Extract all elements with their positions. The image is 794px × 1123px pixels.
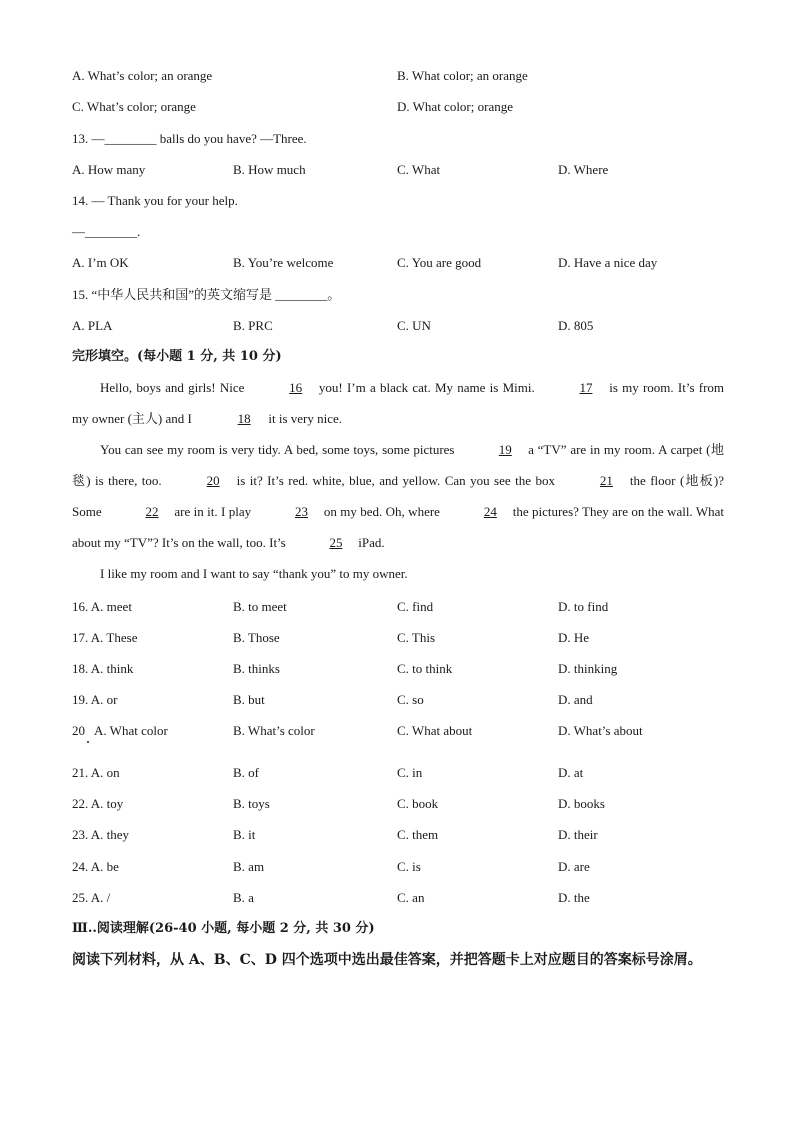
q15-stem: 15. “中华人民共和国”的英文缩写是 ________。	[72, 287, 341, 302]
q20-option-b: B. What’s color	[233, 723, 315, 738]
cloze-text: is my room. It’s from my owner (主人) and I	[72, 380, 725, 426]
q15-options	[72, 316, 732, 336]
q14-options	[72, 253, 732, 273]
q16-option-a: 16. A. meet	[72, 599, 132, 614]
q16-option-c: C. find	[397, 599, 434, 614]
q14-reply: —________.	[72, 224, 141, 239]
q13-option-c: C. What	[397, 162, 441, 177]
cloze-question-21	[72, 763, 732, 783]
cloze-text: Hello, boys and girls! Nice	[100, 380, 249, 395]
q25-option-c: C. an	[397, 890, 425, 905]
q22-option-a: 22. A. toy	[72, 796, 124, 811]
q23-option-a: 23. A. they	[72, 827, 130, 842]
cloze-question-20	[72, 721, 732, 741]
blank-21: 21	[599, 473, 613, 488]
q19-option-d: D. and	[558, 692, 593, 707]
cloze-text: on my bed. Oh, where	[320, 504, 444, 519]
stray-dot-mark	[87, 741, 89, 743]
q23-option-d: D. their	[558, 827, 598, 842]
q22-option-d: D. books	[558, 796, 605, 811]
blank-22: 22	[145, 504, 159, 519]
q22-option-c: C. book	[397, 796, 439, 811]
q18-option-d: D. thinking	[558, 661, 618, 676]
q15-option-c: C. UN	[397, 318, 431, 333]
q13-option-d: D. Where	[558, 162, 609, 177]
blank-25: 25	[329, 535, 343, 550]
cloze-text: are in it. I play	[171, 504, 255, 519]
q18-option-b: B. thinks	[233, 661, 280, 676]
q17-option-c: C. This	[397, 630, 436, 645]
q25-option-a: 25. A. /	[72, 890, 111, 905]
blank-24: 24	[483, 504, 497, 519]
cloze-text: the pictures? They are on the wall. What about my “TV”? It’s on the wall, too. It’s	[72, 504, 724, 550]
q12-option-d: D. What color; orange	[397, 99, 513, 114]
cloze-paragraph-3: I like my room and I want to say “thank you” to my owner.	[100, 566, 408, 581]
q19-option-a: 19. A. or	[72, 692, 118, 707]
cloze-text: You can see my room is very tidy. A bed, some toys, some pictures	[100, 442, 459, 457]
q13-option-b: B. How much	[233, 162, 306, 177]
cloze-passage	[72, 372, 724, 589]
q14-option-c: C. You are good	[397, 255, 482, 270]
q14-option-b: B. You’re welcome	[233, 255, 334, 270]
q21-option-b: B. of	[233, 765, 259, 780]
q24-option-b: B. am	[233, 859, 265, 874]
q22-option-b: B. toys	[233, 796, 270, 811]
blank-23: 23	[294, 504, 308, 519]
q25-option-d: D. the	[558, 890, 590, 905]
cloze-question-17	[72, 628, 732, 648]
q24-option-a: 24. A. be	[72, 859, 119, 874]
reading-instruction: 阅读下列材料，从 A、B、C、D 四个选项中选出最佳答案，并把答题卡上对应题目的答案标号涂屑。	[72, 952, 702, 968]
cloze-question-24	[72, 857, 732, 877]
q12-options-row-2	[72, 97, 732, 117]
q21-option-d: D. at	[558, 765, 584, 780]
cloze-question-19	[72, 690, 732, 710]
q12-option-b: B. What color; an orange	[397, 68, 528, 83]
blank-18: 18	[237, 411, 251, 426]
q12-option-c: C. What’s color; orange	[72, 99, 196, 114]
q24-option-d: D. are	[558, 859, 590, 874]
q23-option-b: B. it	[233, 827, 256, 842]
blank-19: 19	[498, 442, 512, 457]
q12-option-a: A. What’s color; an orange	[72, 68, 213, 83]
blank-16: 16	[289, 380, 303, 395]
q20-option-a: 20 A. What color	[72, 723, 168, 738]
q17-option-d: D. He	[558, 630, 590, 645]
q18-option-c: C. to think	[397, 661, 453, 676]
blank-20: 20	[206, 473, 220, 488]
cloze-text: the floor (地板)? Some	[72, 473, 724, 519]
q12-options-row-1	[72, 66, 732, 86]
cloze-question-18	[72, 659, 732, 679]
cloze-question-16	[72, 597, 732, 617]
cloze-text: is it? It’s red. white, blue, and yellow. Can you see the box	[232, 473, 560, 488]
q21-option-a: 21. A. on	[72, 765, 120, 780]
cloze-text: iPad.	[354, 535, 385, 550]
cloze-question-25	[72, 888, 732, 908]
reading-heading: Ⅲ..阅读理解(26-40 小题, 每小题 2 分, 共 30 分)	[72, 921, 375, 936]
cloze-question-22	[72, 794, 732, 814]
q20-option-d: D. What’s about	[558, 723, 643, 738]
blank-17: 17	[579, 380, 593, 395]
q20-option-c: C. What about	[397, 723, 473, 738]
cloze-text: you! I’m a black cat. My name is Mimi.	[314, 380, 539, 395]
q18-option-a: 18. A. think	[72, 661, 134, 676]
q17-option-a: 17. A. These	[72, 630, 138, 645]
cloze-text: a “TV” are in my room. A carpet (地毯) is there, too.	[72, 442, 724, 488]
cloze-paragraph-2	[72, 434, 724, 558]
q19-option-c: C. so	[397, 692, 424, 707]
q13-stem: 13. —________ balls do you have? —Three.	[72, 131, 307, 146]
q14-option-a: A. I’m OK	[72, 255, 129, 270]
cloze-question-23	[72, 825, 732, 845]
q15-option-d: D. 805	[558, 318, 594, 333]
q13-options	[72, 160, 732, 180]
q14-stem: 14. — Thank you for your help.	[72, 193, 238, 208]
q25-option-b: B. a	[233, 890, 254, 905]
q23-option-c: C. them	[397, 827, 439, 842]
q16-option-d: D. to find	[558, 599, 609, 614]
cloze-paragraph-1	[72, 372, 724, 434]
q14-option-d: D. Have a nice day	[558, 255, 658, 270]
q15-option-b: B. PRC	[233, 318, 273, 333]
q13-option-a: A. How many	[72, 162, 146, 177]
cloze-text: it is very nice.	[265, 411, 343, 426]
q16-option-b: B. to meet	[233, 599, 287, 614]
q21-option-c: C. in	[397, 765, 423, 780]
q24-option-c: C. is	[397, 859, 421, 874]
q17-option-b: B. Those	[233, 630, 280, 645]
q15-option-a: A. PLA	[72, 318, 113, 333]
cloze-heading: 完形填空。(每小题 1 分, 共 10 分)	[72, 349, 282, 364]
q19-option-b: B. but	[233, 692, 265, 707]
